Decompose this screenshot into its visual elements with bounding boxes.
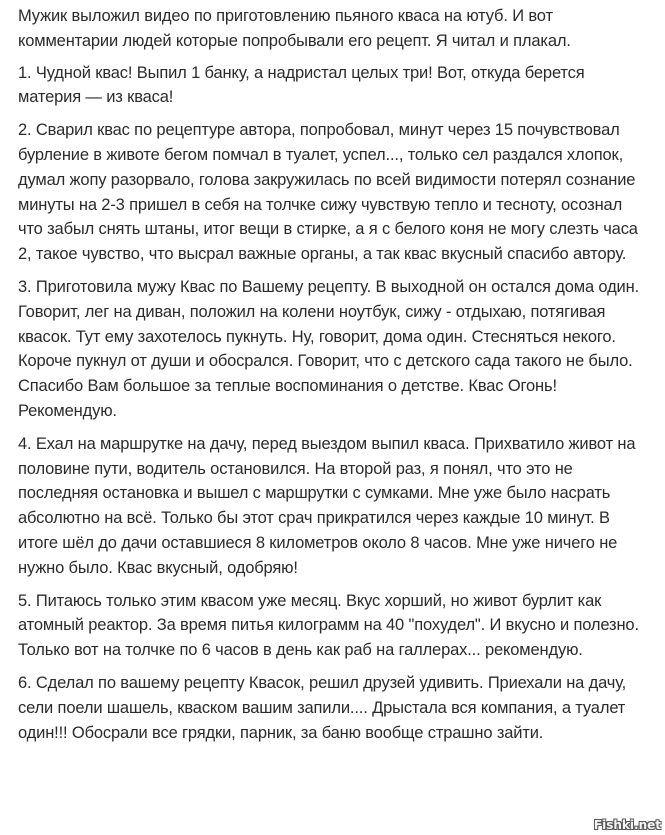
comment-1: 1. Чудной квас! Выпил 1 банку, а надристал целых три! Вот, откуда берется материя — из кваса!	[18, 63, 585, 107]
comment-6: 6. Сделал по вашему рецепту Квасок, решил друзей удивить. Приехали на дачу, сели поели шашель, кваском вашим запили.... Дрыстала вся компания, а туалет один!!! Обосрали все грядки, парник, за баню вообще страшно зайти.	[18, 673, 627, 742]
site-watermark: Fishki.net	[593, 818, 661, 832]
comment-3: 3. Приготовила мужу Квас по Вашему рецепту. В выходной он остался дома один. Говорит, лег на диван, положил на колени ноутбук, сижу - отдыхаю, потягивая квасок. Тут ему захотелось пукнуть. Ну, говорит, дома один. Стесняться некого. Короче пукнул от души и обосрался. Говорит, что с детского сада такого не было. Спасибо Вам большое за теплые воспоминания о детстве. Квас Огонь! Рекомендую.	[18, 277, 640, 420]
comment-4: 4. Ехал на маршрутке на дачу, перед выездом выпил кваса. Прихватило живот на половине пути, водитель остановился. На второй раз, я понял, что это не последняя остановка и вышел с маршрутки с сумками. Мне уже было насрать абсолютно на всё. Только бы этот срач прикратился через каждые 10 минут. В итоге шёл до дачи оставшиеся 8 километров около 8 часов. Мне уже ничего не нужно было. Квас вкусный, одобряю!	[18, 434, 636, 577]
comment-5: 5. Питаюсь только этим квасом уже месяц. Вкус хорший, но живот бурлит как атомный реактор. За время питья килограмм на 40 "похудел". И вкусно и полезно. Только вот на толчке по 6 часов в день как раб на галлерах... рекомендую.	[18, 591, 639, 660]
comment-2: 2. Сварил квас по рецептуре автора, попробовал, минут через 15 почувствовал бурление в животе бегом помчал в туалет, успел..., только сел раздался хлопок, думал жопу разорвало, голова закружилась по всей видимости потерял сознание минуты на 2-3 пришел в себя на толчке сижу чувствую тепло и тесноту, осознал что забыл снять штаны, итог вещи в стирке, а я с белого коня не могу слезть часа 2, такое чувство, что высрал важные органы, а так квас вкусный спасибо автору.	[18, 121, 638, 264]
post-intro: Мужик выложил видео по приготовлению пьяного кваса на ютуб. И вот комментарии людей которые попробывали его рецепт. Я читал и плакал.	[18, 7, 571, 50]
